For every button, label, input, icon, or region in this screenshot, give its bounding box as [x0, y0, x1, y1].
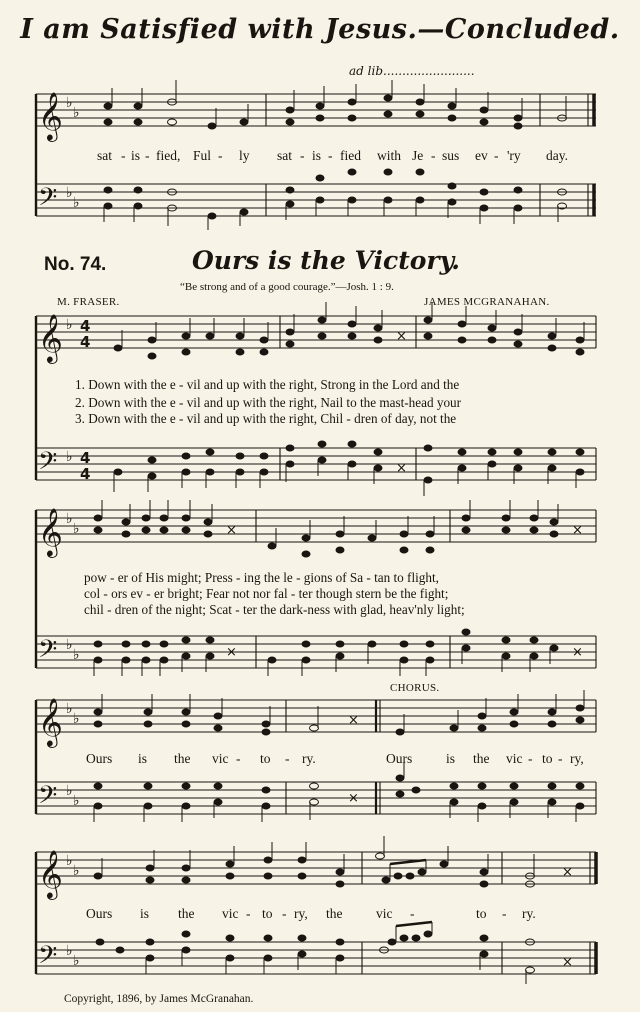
lyric-syllable: ry.	[302, 751, 316, 766]
svg-text:♭: ♭	[73, 863, 80, 879]
svg-text:𝄢: 𝄢	[38, 941, 58, 976]
lyric-hyphen: -	[431, 148, 436, 163]
author-credit: M. FRASER.	[57, 296, 120, 308]
svg-text:♭: ♭	[66, 701, 73, 717]
lyric-syllable: with	[377, 148, 402, 163]
lyric-syllable: is	[138, 751, 148, 766]
svg-text:♭: ♭	[73, 953, 80, 969]
composer-credit: JAMES MCGRANAHAN.	[424, 296, 550, 308]
lyric-syllable: Ours	[386, 751, 413, 766]
lyric-syllable: to	[476, 906, 487, 921]
verse-3-line-b: chil - dren of the night; Scat - ter the dark-ness with glad, heav'nly light;	[84, 602, 465, 617]
svg-text:♭: ♭	[73, 521, 80, 537]
svg-text:♭: ♭	[66, 449, 73, 465]
lyric-syllable: is	[131, 148, 141, 163]
svg-text:♭: ♭	[73, 793, 80, 809]
svg-text:𝄞: 𝄞	[38, 849, 63, 898]
svg-text:♭: ♭	[73, 647, 80, 663]
lyric-syllable: the	[473, 751, 490, 766]
lyric-syllable: ry.	[522, 906, 536, 921]
svg-text:𝄢: 𝄢	[38, 447, 58, 482]
svg-text:×: ×	[226, 645, 237, 660]
svg-text:♭: ♭	[66, 317, 73, 333]
lyric-hyphen: -	[328, 148, 333, 163]
lyric-syllable: sat	[277, 148, 292, 163]
hymn-title: I am Satisfied with Jesus.—Concluded.	[20, 14, 620, 45]
lyric-syllable: to	[542, 751, 553, 766]
svg-text:4: 4	[80, 465, 91, 483]
lyric-syllable: vic	[222, 906, 239, 921]
svg-text:𝄞: 𝄞	[38, 507, 63, 556]
svg-text:♭: ♭	[66, 783, 73, 799]
lyric-syllable: vic	[506, 751, 523, 766]
lyric-syllable: ry,	[294, 906, 308, 921]
lyric-hyphen: -	[300, 148, 305, 163]
svg-text:♭: ♭	[66, 853, 73, 869]
svg-text:𝄢: 𝄢	[38, 635, 58, 670]
lyric-syllable: sat	[97, 148, 112, 163]
svg-text:4: 4	[80, 333, 91, 351]
svg-text:×: ×	[226, 523, 237, 538]
verse-1-line-a: 1. Down with the e - vil and up with the right, Strong in the Lord and the	[75, 377, 460, 392]
svg-text:×: ×	[396, 329, 407, 344]
svg-text:𝄞: 𝄞	[38, 91, 63, 140]
svg-text:×: ×	[562, 955, 573, 970]
svg-text:♭: ♭	[66, 637, 73, 653]
svg-text:×: ×	[396, 461, 407, 476]
epigraph: “Be strong and of a good courage.”—Josh. 1 : 9.	[180, 281, 394, 293]
verse-1-line-b: pow - er of His might; Press - ing the le - gions of Sa - tan to flight,	[84, 570, 439, 585]
lyric-syllable: vic	[212, 751, 229, 766]
copyright-notice: Copyright, 1896, by James McGranahan.	[64, 993, 254, 1005]
lyric-hyphen: -	[558, 751, 563, 766]
lyric-syllable: the	[174, 751, 191, 766]
lyric-syllable: ev	[475, 148, 488, 163]
lyric-syllable: fied	[340, 148, 361, 163]
lyric-syllable: to	[262, 906, 273, 921]
lyric-syllable: vic	[376, 906, 393, 921]
lyric-syllable: to	[260, 751, 271, 766]
lyric-syllable: Ours	[86, 906, 113, 921]
svg-text:×: ×	[562, 865, 573, 880]
lyric-syllable: 'ry	[507, 148, 521, 163]
lyric-syllable: Ours	[86, 751, 113, 766]
svg-text:♭: ♭	[66, 185, 73, 201]
lyric-syllable: Ful	[193, 148, 212, 163]
svg-text:♭: ♭	[66, 95, 73, 111]
svg-text:♭: ♭	[73, 105, 80, 121]
hymn-number: No. 74.	[44, 254, 107, 275]
lyric-syllable: ly	[239, 148, 250, 163]
svg-text:×: ×	[572, 523, 583, 538]
svg-text:♭: ♭	[66, 943, 73, 959]
svg-text:𝄢: 𝄢	[38, 183, 58, 218]
lyric-syllable: fied,	[156, 148, 181, 163]
lyric-syllable: sus	[442, 148, 460, 163]
lyric-hyphen: -	[282, 906, 287, 921]
lyric-syllable: ry,	[570, 751, 584, 766]
lyric-syllable: the	[326, 906, 343, 921]
svg-text:𝄞: 𝄞	[38, 313, 63, 362]
lyric-syllable: the	[178, 906, 195, 921]
lyric-hyphen: -	[236, 751, 241, 766]
lyric-syllable: is	[446, 751, 456, 766]
svg-text:♭: ♭	[73, 195, 80, 211]
lyric-hyphen: -	[285, 751, 290, 766]
verse-2-line-a: 2. Down with the e - vil and up with the right, Nail to the mast-head your	[75, 395, 462, 410]
lyric-hyphen: -	[502, 906, 507, 921]
verse-3-line-a: 3. Down with the e - vil and up with the right, Chil - dren of day, not the	[75, 411, 457, 426]
svg-text:×: ×	[348, 791, 359, 806]
lyric-hyphen: -	[246, 906, 251, 921]
lyric-hyphen: -	[410, 906, 415, 921]
lyric-hyphen: -	[494, 148, 499, 163]
svg-text:𝄞: 𝄞	[38, 697, 63, 746]
lyric-hyphen: -	[145, 148, 150, 163]
svg-text:4: 4	[80, 449, 91, 467]
svg-text:4: 4	[80, 317, 91, 335]
svg-text:×: ×	[348, 713, 359, 728]
chorus-label: CHORUS.	[390, 682, 440, 694]
lyric-syllable: is	[312, 148, 322, 163]
lyric-syllable: Je	[412, 148, 424, 163]
lyric-hyphen: -	[121, 148, 126, 163]
ad-lib-marking: ad lib........................	[349, 64, 475, 78]
lyric-syllable: day.	[546, 148, 568, 163]
svg-text:♭: ♭	[66, 511, 73, 527]
lyric-hyphen: -	[218, 148, 223, 163]
lyric-syllable: is	[140, 906, 150, 921]
svg-text:𝄢: 𝄢	[38, 781, 58, 816]
lyric-hyphen: -	[528, 751, 533, 766]
hymn-title-2: Ours is the Victory.	[192, 246, 460, 275]
svg-text:×: ×	[572, 645, 583, 660]
verse-2-line-b: col - ors ev - er bright; Fear not nor fal - ter though stern be the fight;	[84, 586, 449, 601]
svg-text:♭: ♭	[73, 711, 80, 727]
